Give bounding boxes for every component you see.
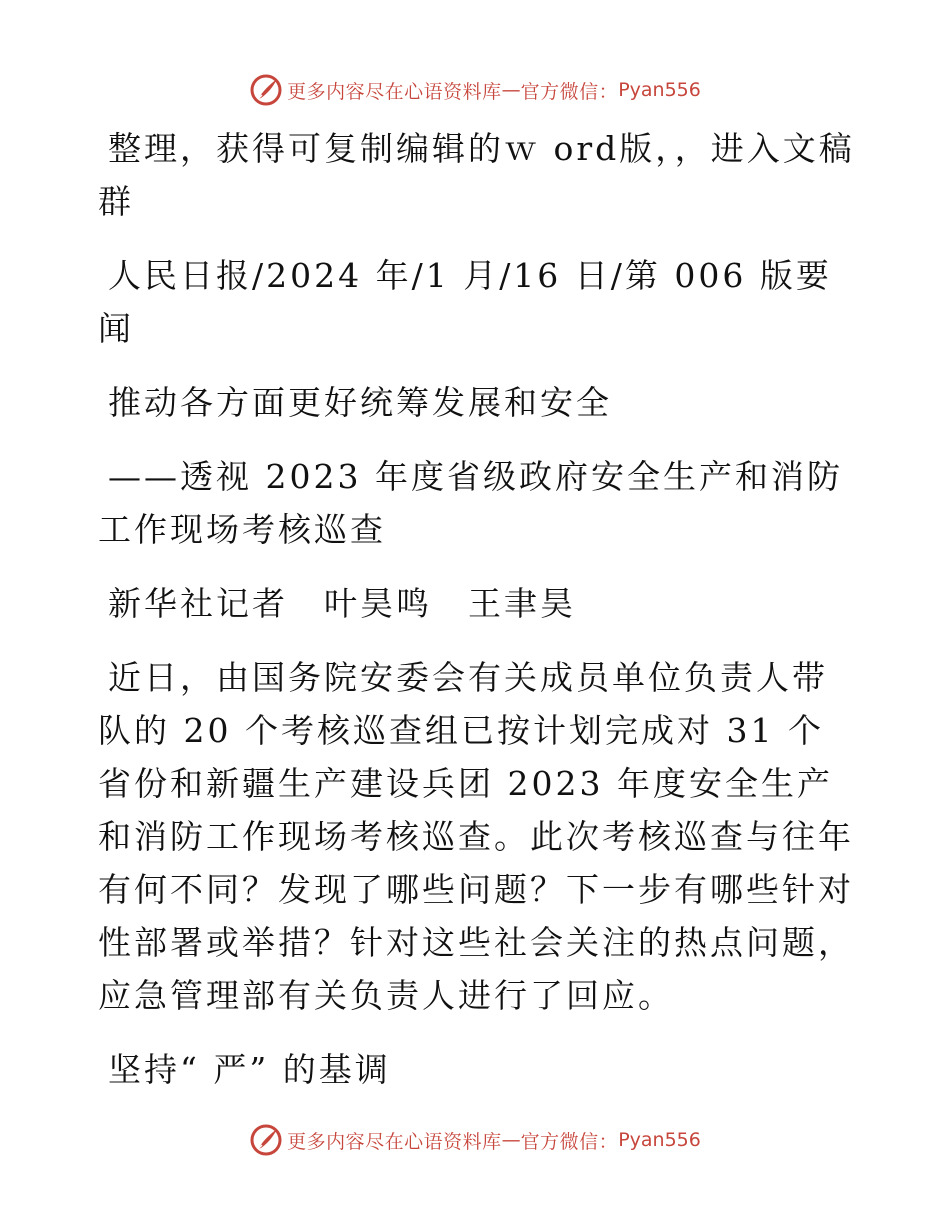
quill-pen-logo-icon bbox=[249, 73, 283, 107]
intro-note: 整理，获得可复制编辑的ｗ ord版，，进入文稿群 bbox=[98, 129, 855, 221]
article-title: 推动各方面更好统筹发展和安全 bbox=[108, 383, 612, 422]
body-paragraph: 近日，由国务院安委会有关成员单位负责人带队的 20 个考核巡查组已按计划完成对 31 个省份和新疆生产建设兵团 2023 年度安全生产和消防工作现场考核巡查。此次考核巡查与往年有何不同？发现了哪些问题？下一步有哪些针对性部署或举措？针对这些社会关注的热点问题，应急管理部有关负责人进行了回应。 bbox=[98, 658, 854, 1015]
watermark-label: 官方微信： bbox=[520, 80, 619, 103]
source-line: 人民日报/2024 年/1 月/16 日/第 006 版要闻 bbox=[98, 256, 832, 348]
watermark-separator: — bbox=[501, 1129, 521, 1151]
watermark-text: 更多内容尽在心语资料库 bbox=[287, 80, 502, 103]
byline: 新华社记者 叶昊鸣 王聿昊 bbox=[108, 584, 576, 623]
watermark-text: 更多内容尽在心语资料库 bbox=[287, 1130, 502, 1153]
article-subtitle: ——透视 2023 年度省级政府安全生产和消防工作现场考核巡查 bbox=[98, 457, 843, 549]
watermark-label: 官方微信： bbox=[520, 1130, 619, 1153]
header-watermark bbox=[0, 70, 950, 110]
watermark-handle: Pyan556 bbox=[618, 79, 701, 101]
document-body bbox=[98, 122, 858, 1096]
watermark-separator: — bbox=[501, 79, 521, 101]
section-heading: 坚持“ 严” 的基调 bbox=[108, 1050, 391, 1089]
footer-watermark bbox=[0, 1120, 950, 1160]
quill-pen-logo-icon bbox=[249, 1123, 283, 1157]
watermark-handle: Pyan556 bbox=[618, 1129, 701, 1151]
